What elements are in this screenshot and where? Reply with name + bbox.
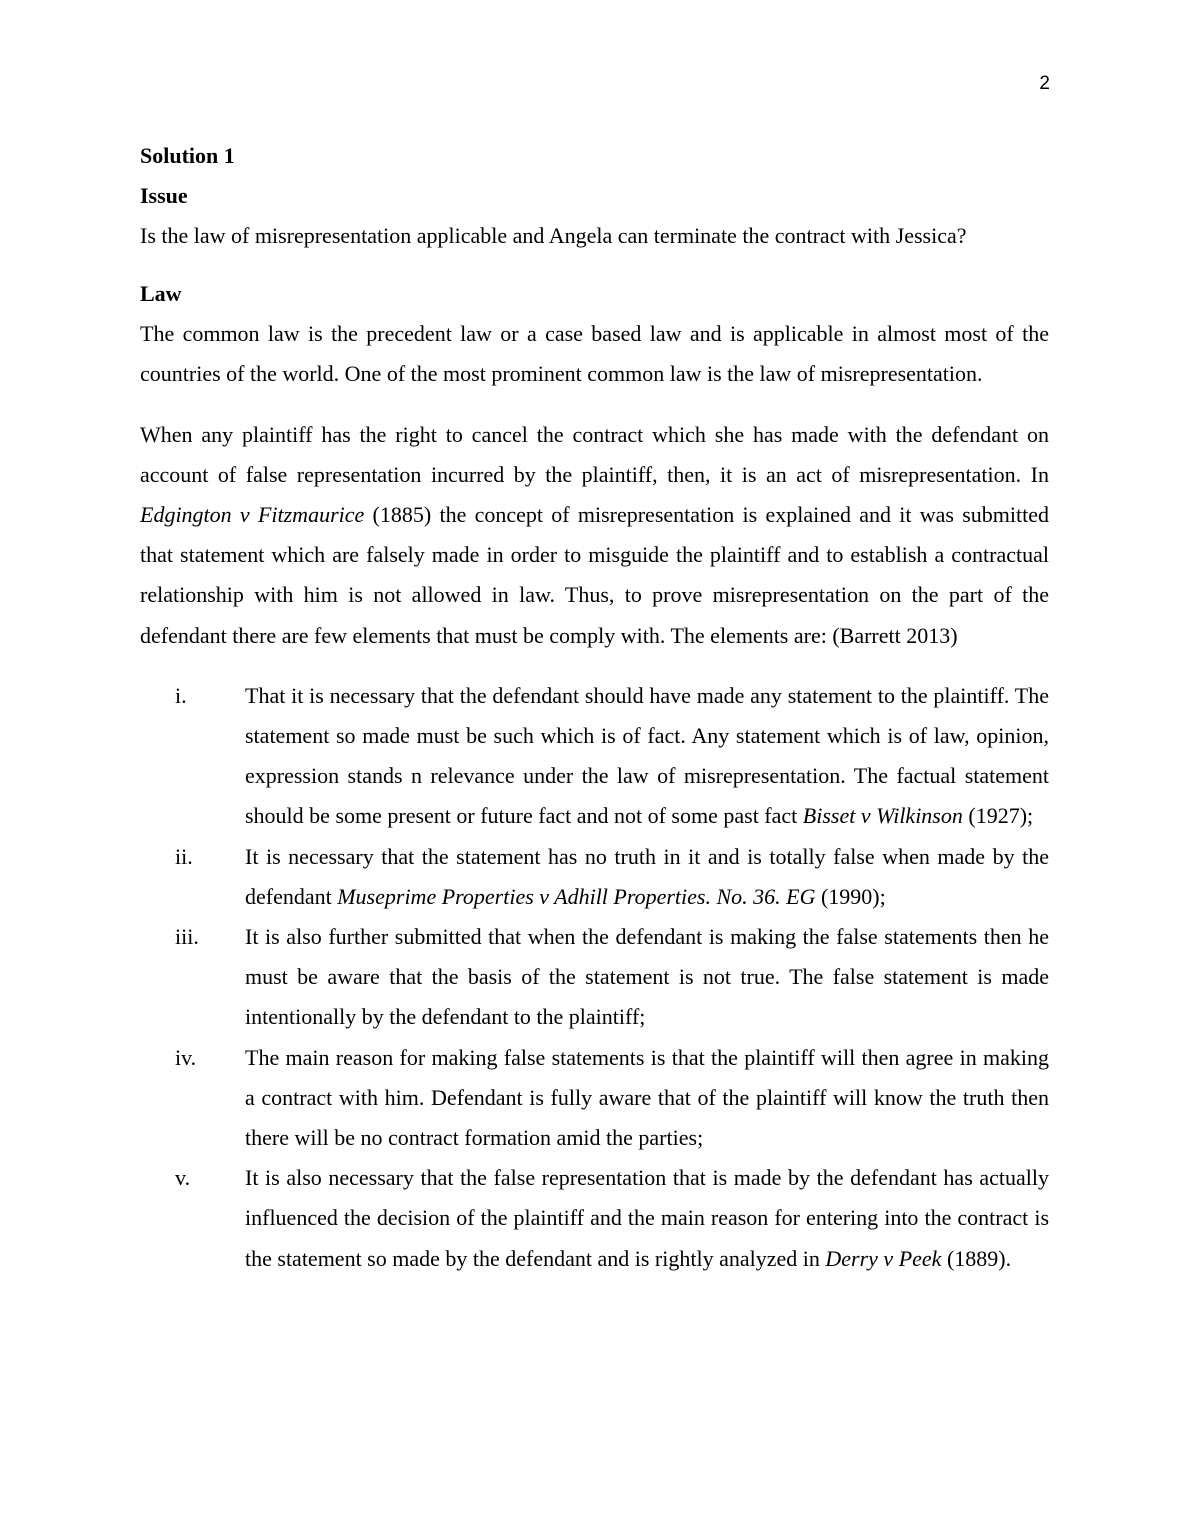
list-marker: iii. — [175, 924, 199, 950]
list-item-text: It is also further submitted that when the defendant is making the false statements then he must be aware that the basis of the statement is not true. The false statement is made intentionally by the defendant to the plaintiff; — [245, 924, 1049, 1030]
list-item — [140, 1158, 1049, 1279]
list-item-text: It is also necessary that the false representation that is made by the defendant has actually influenced the decision of the plaintiff and the main reason for entering into the contract is the statement so made by the defendant and is rightly analyzed in — [245, 1165, 1049, 1271]
case-citation: Bisset v Wilkinson — [802, 803, 963, 829]
law-paragraph-2-text-a: When any plaintiff has the right to cancel the contract which she has made with the defendant on account of false representation incurred by the plaintiff, then, it is an act of misrepresentation. In — [140, 421, 1049, 487]
document-body — [140, 136, 1049, 1279]
law-paragraph-2 — [140, 415, 1049, 656]
list-marker: i. — [175, 682, 187, 708]
law-paragraph-1: The common law is the precedent law or a case based law and is applicable in almost most of the countries of the world. One of the most prominent common law is the law of misrepresentation. — [140, 321, 1049, 387]
list-item — [140, 917, 1049, 1038]
case-citation: Museprime Properties v Adhill Properties. No. 36. EG — [337, 883, 816, 909]
list-item-text: It is necessary that the statement has no truth in it and is totally false when made by the defendant — [245, 843, 1049, 909]
list-item-text: The main reason for making false statements is that the plaintiff will then agree in making a contract with him. Defendant is fully aware that of the plaintiff will know the truth then there will be no contract formation amid the parties; — [245, 1044, 1049, 1151]
solution-heading: Solution 1 — [140, 143, 235, 168]
case-citation: Derry v Peek — [825, 1245, 942, 1271]
list-marker: iv. — [175, 1044, 197, 1070]
case-citation: Edgington v Fitzmaurice — [140, 502, 365, 528]
law-paragraph-2-text-b: (1885) the concept of misrepresentation is explained and it was submitted that statement which are falsely made in order to misguide the plaintiff and to establish a contractual relationship with him is not allowed in law. Thus, to prove misrepresentation on the part of the defendant there are few elements that must be comply with. The elements are: (Barrett 2013) — [140, 502, 1050, 648]
list-marker: v. — [175, 1165, 191, 1191]
list-item — [140, 676, 1049, 837]
list-item-tail: (1990); — [815, 883, 886, 909]
list-item-text: That it is necessary that the defendant should have made any statement to the plaintiff. The statement so made must be such which is of fact. Any statement which is of law, opinion, expression stands n relevance under the law of misrepresentation. The factual statement should be some present or future fact and not of some past fact — [245, 682, 1049, 829]
page-number: 2 — [1039, 73, 1050, 94]
list-item-tail: (1889). — [941, 1245, 1012, 1271]
issue-text: Is the law of misrepresentation applicable and Angela can terminate the contract with Jessica? — [140, 223, 967, 248]
law-heading: Law — [140, 281, 182, 307]
list-marker: ii. — [175, 843, 193, 869]
list-item — [140, 1038, 1049, 1159]
issue-heading: Issue — [140, 183, 188, 208]
elements-list — [140, 676, 1049, 1279]
list-item-tail: (1927); — [962, 803, 1034, 829]
list-item — [140, 837, 1049, 917]
